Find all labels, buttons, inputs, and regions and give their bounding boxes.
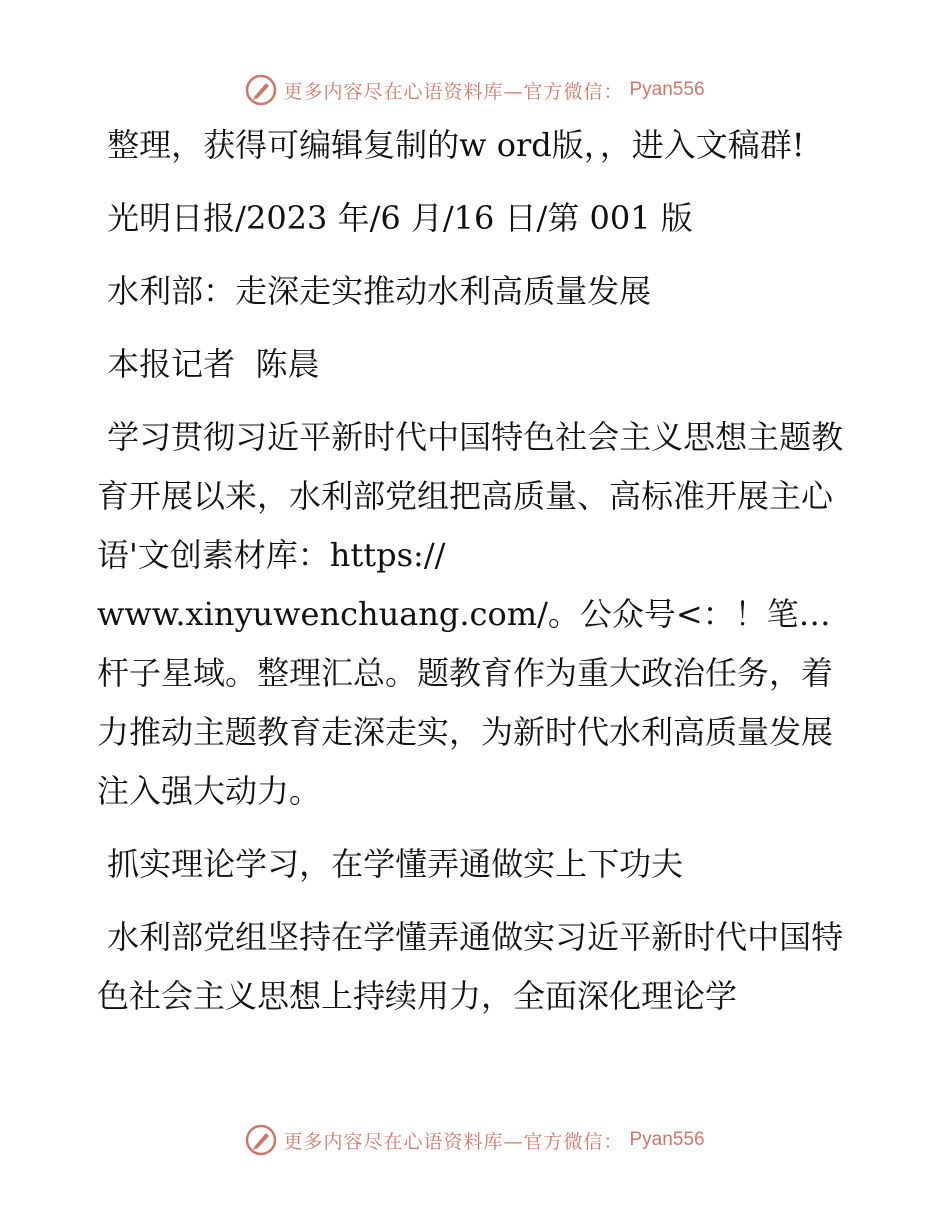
watermark-text: 更多内容尽在心语资料库—官方微信：	[283, 80, 624, 103]
watermark-footer	[0, 1120, 950, 1160]
section-heading: 抓实理论学习，在学懂弄通做实上下功夫	[97, 845, 684, 883]
watermark-text: 更多内容尽在心语资料库—官方微信：	[283, 1130, 624, 1153]
paragraph-body-1: 学习贯彻习近平新时代中国特色社会主义思想主题教育开展以来，水利部党组把高质量、高标准开展主心语'文创素材库：https:// www.xinyuwenchuang.com/。公众号<：！笔…杆子星域。整理汇总。题教育作为重大政治任务，着力推动主题教育走深走实，为新时代水利高质量发展注入强大动力。	[97, 418, 844, 810]
pen-seal-icon	[245, 1124, 277, 1156]
paragraph-body-2: 水利部党组坚持在学懂弄通做实习近平新时代中国特色社会主义思想上持续用力，全面深化理论学	[97, 918, 844, 1015]
watermark-header	[0, 70, 950, 110]
paragraph-intro: 整理，获得可编辑复制的w ord版，，进入文稿群!	[97, 126, 805, 164]
watermark-wechat-id: Pyan556	[629, 79, 705, 100]
article-title: 水利部：走深走实推动水利高质量发展	[97, 272, 652, 310]
pen-seal-icon	[245, 74, 277, 106]
article-byline: 本报记者 陈晨	[97, 345, 320, 383]
document-body	[97, 116, 857, 1040]
paragraph-source: 光明日报/2023 年/6 月/16 日/第 001 版	[97, 199, 693, 237]
watermark-wechat-id: Pyan556	[629, 1129, 705, 1150]
